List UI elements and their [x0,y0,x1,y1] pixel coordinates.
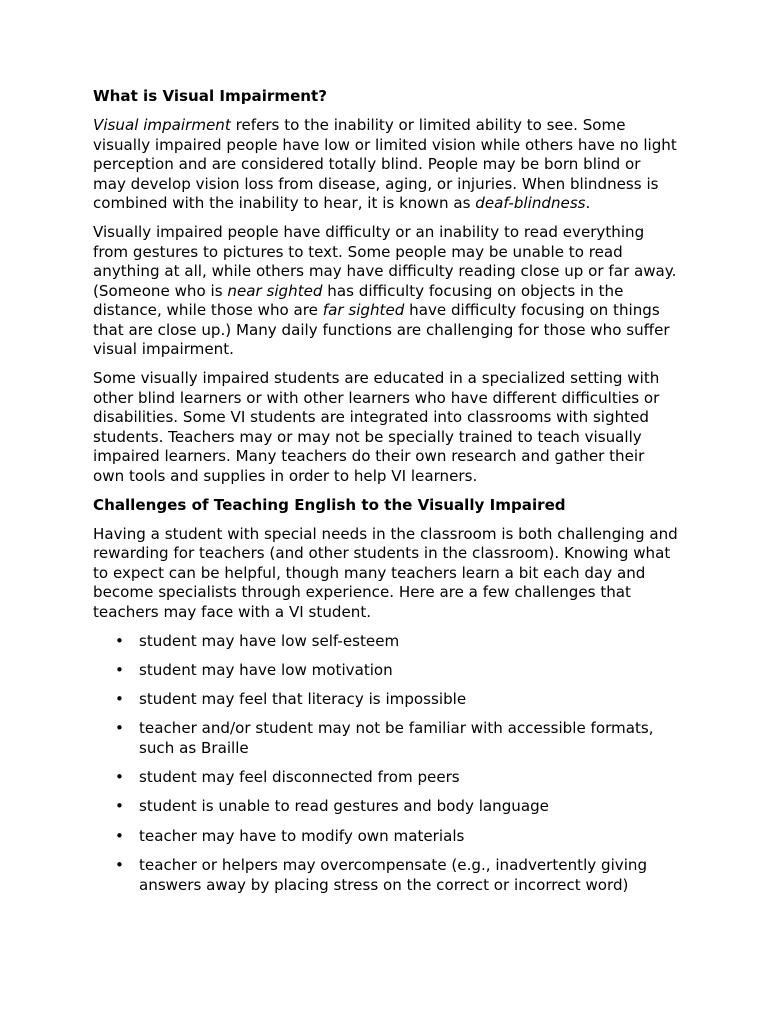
bullet-icon: • [115,631,124,650]
paragraph-challenges-intro: Having a student with special needs in the classroom is both challenging and rewarding for teachers (and other students in the classroom). Knowing what to expect can be helpful, though many teachers learn a bit each day and become specialists through experience. Here are a few challenges that teachers may face with a VI student. [93,524,678,621]
term-deaf-blindness: deaf-blindness [475,194,586,212]
bullet-icon: • [115,826,124,845]
list-item [93,661,678,681]
section-heading-challenges: Challenges of Teaching English to the Visually Impaired [93,495,566,514]
list-item-text: student may feel that literacy is impossible [139,690,467,709]
text-segment: refers to the inability or limited ability to see. Some visually impaired people have low or limited vision while others have no light perception and are considered totally blind. People may be born blind or may develop vision loss from disease, aging, or injuries. When blindness is combined with the inability to hear, it is known as [93,116,677,212]
list-item-text: teacher or helpers may overcompensate (e.g., inadvertently giving answers away by placing stress on the correct or incorrect word) [139,856,648,894]
list-item [93,719,678,758]
list-item-text: student is unable to read gestures and body language [139,797,549,816]
bullet-icon: • [115,660,124,679]
text-segment: . [585,194,591,212]
list-item [93,827,678,847]
list-item [93,632,678,652]
bullet-icon: • [115,690,124,709]
section-heading-visual-impairment: What is Visual Impairment? [93,87,328,105]
paragraph-difficulties [93,223,678,360]
list-item-text: student may have low self-esteem [139,631,400,650]
list-item [93,768,678,788]
bullet-icon: • [115,856,124,875]
bullet-icon: • [115,768,124,787]
list-item [93,797,678,817]
term-far-sighted: far sighted [322,301,405,319]
list-item-text: student may have low motivation [139,660,393,679]
text-segment: Visually impaired people have difficulty or an inability to read everything from gestures to pictures to text. Some people may be unable to read anything at all, while others may have difficulty reading close up or far away. (Someone who is [93,223,677,300]
bullet-icon: • [115,719,124,738]
list-item-text: student may feel disconnected from peers [139,768,460,787]
list-item [93,856,678,895]
challenges-list [93,632,678,896]
bullet-icon: • [115,797,124,816]
text-segment: have difficulty focusing on things that are close up.) Many daily functions are challenging for those who suffer visual impairment. [93,301,670,358]
term-near-sighted: near sighted [227,281,323,300]
list-item-text: teacher may have to modify own materials [139,826,465,845]
list-item-text: teacher and/or student may not be familiar with accessible formats, such as Braille [139,719,654,757]
paragraph-definition [93,116,678,214]
term-visual-impairment: Visual impairment [93,116,231,134]
list-item [93,690,678,710]
text-segment: has difficulty focusing on objects in the distance, while those who are [93,281,624,319]
paragraph-education-setting: Some visually impaired students are educated in a specialized setting with other blind learners or with other learners who have different difficulties or disabilities. Some VI students are integrated into classrooms with sighted students. Teachers may or may not be specially trained to teach visually impaired learners. Many teachers do their own research and gather their own tools and supplies in order to help VI learners. [93,369,660,485]
